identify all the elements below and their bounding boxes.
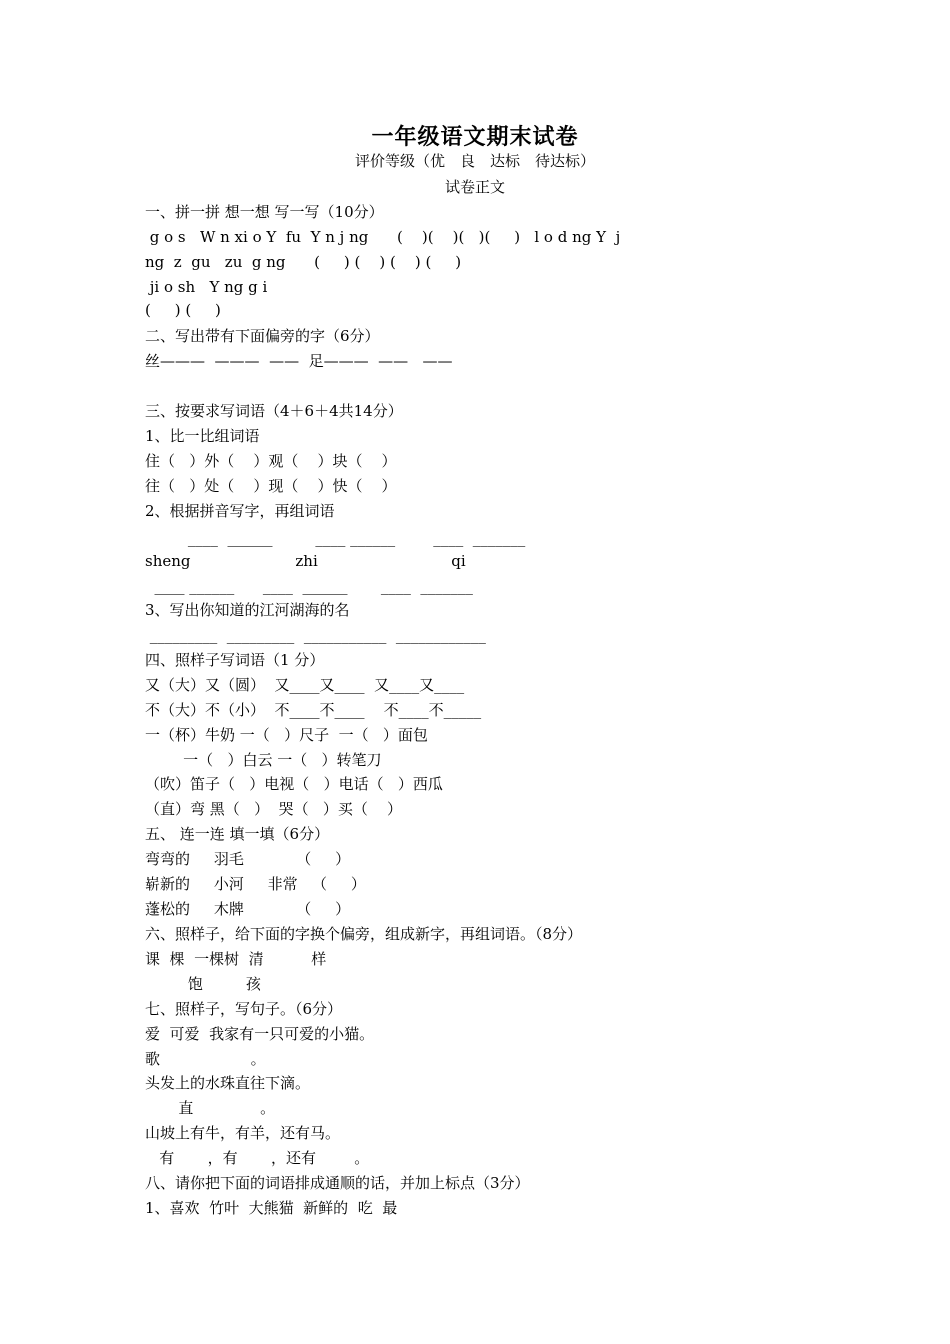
blank-line-upper: ____ ______ ____ ______ ____ _______ xyxy=(145,529,526,547)
compare-words-row-2: 往（ ）处（ ）现（ ）快（ ） xyxy=(145,477,397,495)
sentence-example-3: 山坡上有牛，有羊，还有马。 xyxy=(145,1124,341,1142)
section-3-part-2: 2、根据拼音写字，再组词语 xyxy=(145,502,335,520)
page-title: 一年级语文期末试卷 xyxy=(371,125,579,150)
measure-word-row-2: 一（ ）白云 一（ ）转笔刀 xyxy=(145,751,382,769)
section-3-part-1: 1、比一比组词语 xyxy=(145,427,260,445)
section-7-heading: 七、照样子，写句子。（6分） xyxy=(145,1000,343,1018)
pattern-row-2: 不（大）不（小） 不____不____ 不____不_____ xyxy=(145,701,482,719)
measure-word-row-1: 一（杯）牛奶 一（ ）尺子 一（ ）面包 xyxy=(145,726,428,744)
rating-line: 评价等级（优 良 达标 待达标） xyxy=(354,152,595,170)
section-1-heading: 一、拼一拼 想一想 写一写（10分） xyxy=(145,203,384,221)
section-4-heading: 四、照样子写词语（1 分） xyxy=(145,651,325,669)
pinyin-answer-line: ( ) ( ) xyxy=(145,301,221,319)
radical-swap-row-2: 饱 孩 xyxy=(145,975,261,993)
radical-line: 丝——— ——— —— 足——— —— —— xyxy=(145,352,453,370)
radical-swap-row-1: 课 棵 一棵树 清 样 xyxy=(145,950,327,968)
pattern-row-1: 又（大）又（圆） 又____又____ 又____又____ xyxy=(145,676,465,694)
section-8-heading: 八、请你把下面的词语排成通顺的话，并加上标点（3分） xyxy=(145,1174,530,1192)
compare-words-row-1: 住（ ）外（ ）观（ ）块（ ） xyxy=(145,452,397,470)
pinyin-prompts: sheng zhi qi xyxy=(145,552,466,570)
verb-row: （吹）笛子（ ）电视（ ）电话（ ）西瓜 xyxy=(145,775,443,793)
sentence-example-2: 头发上的水珠直往下滴。 xyxy=(145,1074,311,1092)
body-label: 试卷正文 xyxy=(444,178,505,196)
antonym-row: （直）弯 黑（ ） 哭（ ）买（ ） xyxy=(145,800,402,818)
section-3-heading: 三、按要求写词语（4＋6＋4共14分） xyxy=(145,402,403,420)
section-6-heading: 六、照样子，给下面的字换个偏旁，组成新字，再组词语。（8分） xyxy=(145,925,583,943)
match-row-2: 崭新的 小河 非常 （ ） xyxy=(145,875,366,893)
sentence-task-2: 直 。 xyxy=(145,1099,276,1117)
pinyin-line-1: g o s W n xi o Y fu Y n j ng ( )( )( )( ) l o d ng Y j xyxy=(145,228,621,246)
match-row-1: 弯弯的 羽毛 （ ） xyxy=(145,850,351,868)
sentence-task-1: 歌 。 xyxy=(145,1050,266,1068)
blank-line-lower: ____ ______ ____ ______ ____ _______ xyxy=(145,577,473,595)
section-2-heading: 二、写出带有下面偏旁的字（6分） xyxy=(145,327,380,345)
sentence-example-1: 爱 可爱 我家有一只可爱的小猫。 xyxy=(145,1025,375,1043)
match-row-3: 蓬松的 木牌 （ ） xyxy=(145,900,351,918)
section-3-part-3: 3、写出你知道的江河湖海的名 xyxy=(145,601,350,619)
pinyin-line-3: ji o sh Y ng g i xyxy=(145,278,268,296)
section-5-heading: 五、 连一连 填一填（6分） xyxy=(145,825,330,843)
sentence-task-3: 有 ，有 ，还有 。 xyxy=(145,1149,370,1167)
pinyin-line-2: ng z gu zu g ng ( ) ( ) ( ) ( ) xyxy=(145,253,462,271)
river-names-blanks: _________ _________ ___________ ____________ xyxy=(145,626,486,644)
reorder-task-1: 1、喜欢 竹叶 大熊猫 新鲜的 吃 最 xyxy=(145,1199,398,1217)
